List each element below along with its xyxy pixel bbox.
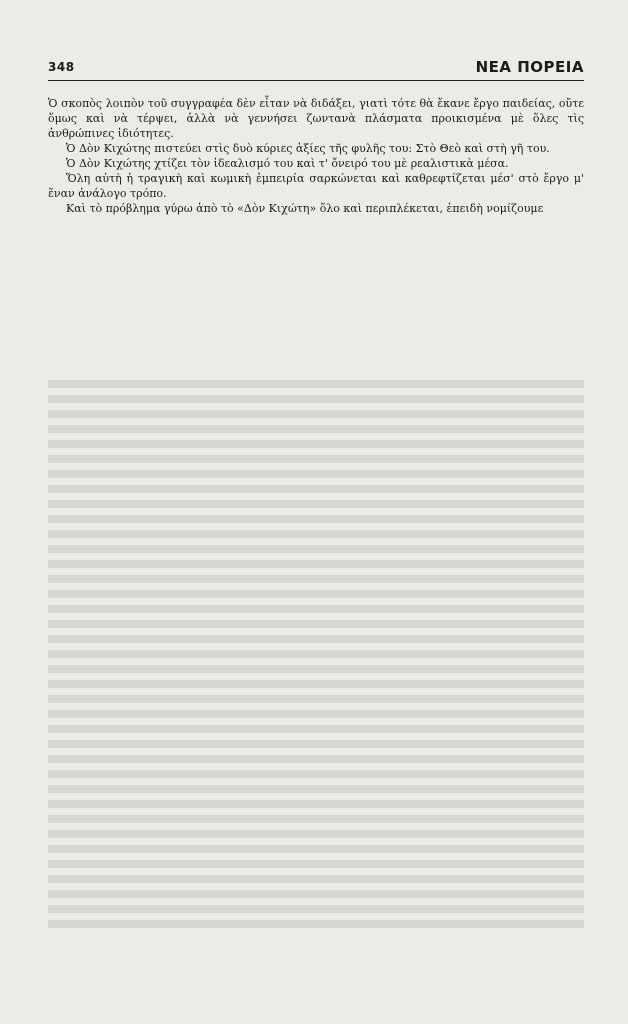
illegible-text-block bbox=[48, 380, 584, 930]
page-number: 348 bbox=[48, 60, 75, 74]
article-paragraph: Ὅλη αὐτὴ ἡ τραγικὴ καὶ κωμικὴ ἐμπειρία σαρκώνεται καὶ καθρεφτίζεται μέσ' στὸ ἔργο μ' ἕναν ἀνάλογο τρόπο. bbox=[48, 172, 584, 200]
article-paragraph: Ὁ Δὸν Κιχώτης χτίζει τὸν ἰδεαλισμό του καὶ τ' ὄνειρό του μὲ ρεαλιστικὰ μέσα. bbox=[66, 157, 509, 170]
article-paragraph: Καὶ τὸ πρόβλημα γύρω ἀπὸ τὸ «Δὸν Κιχώτη» ὅλο καὶ περιπλέκεται, ἐπειδὴ νομίζουμε bbox=[66, 202, 544, 215]
article-paragraph: Ὁ σκοπὸς λοιπὸν τοῦ συγγραφέα δὲν εἶταν νὰ διδάξει, γιατὶ τότε θὰ ἔκανε ἔργο παιδείας, οὔτε ὅμως καὶ νὰ τέρψει, ἀλλὰ νὰ γεννήσει ζωντανὰ πλάσματα προικισμένα μὲ ὅλες τὶς ἀνθρώπινες ἰδιότητες. bbox=[48, 97, 584, 140]
article-body bbox=[48, 96, 584, 216]
page-header bbox=[48, 58, 584, 81]
article-paragraph: Ὁ Δὸν Κιχώτης πιστεύει στὶς δυὸ κύριες ἀξίες τῆς φυλῆς του: Στὸ Θεὸ καὶ στὴ γῆ του. bbox=[66, 142, 550, 155]
running-title: ΝΕΑ ΠΟΡΕΙΑ bbox=[475, 58, 584, 76]
